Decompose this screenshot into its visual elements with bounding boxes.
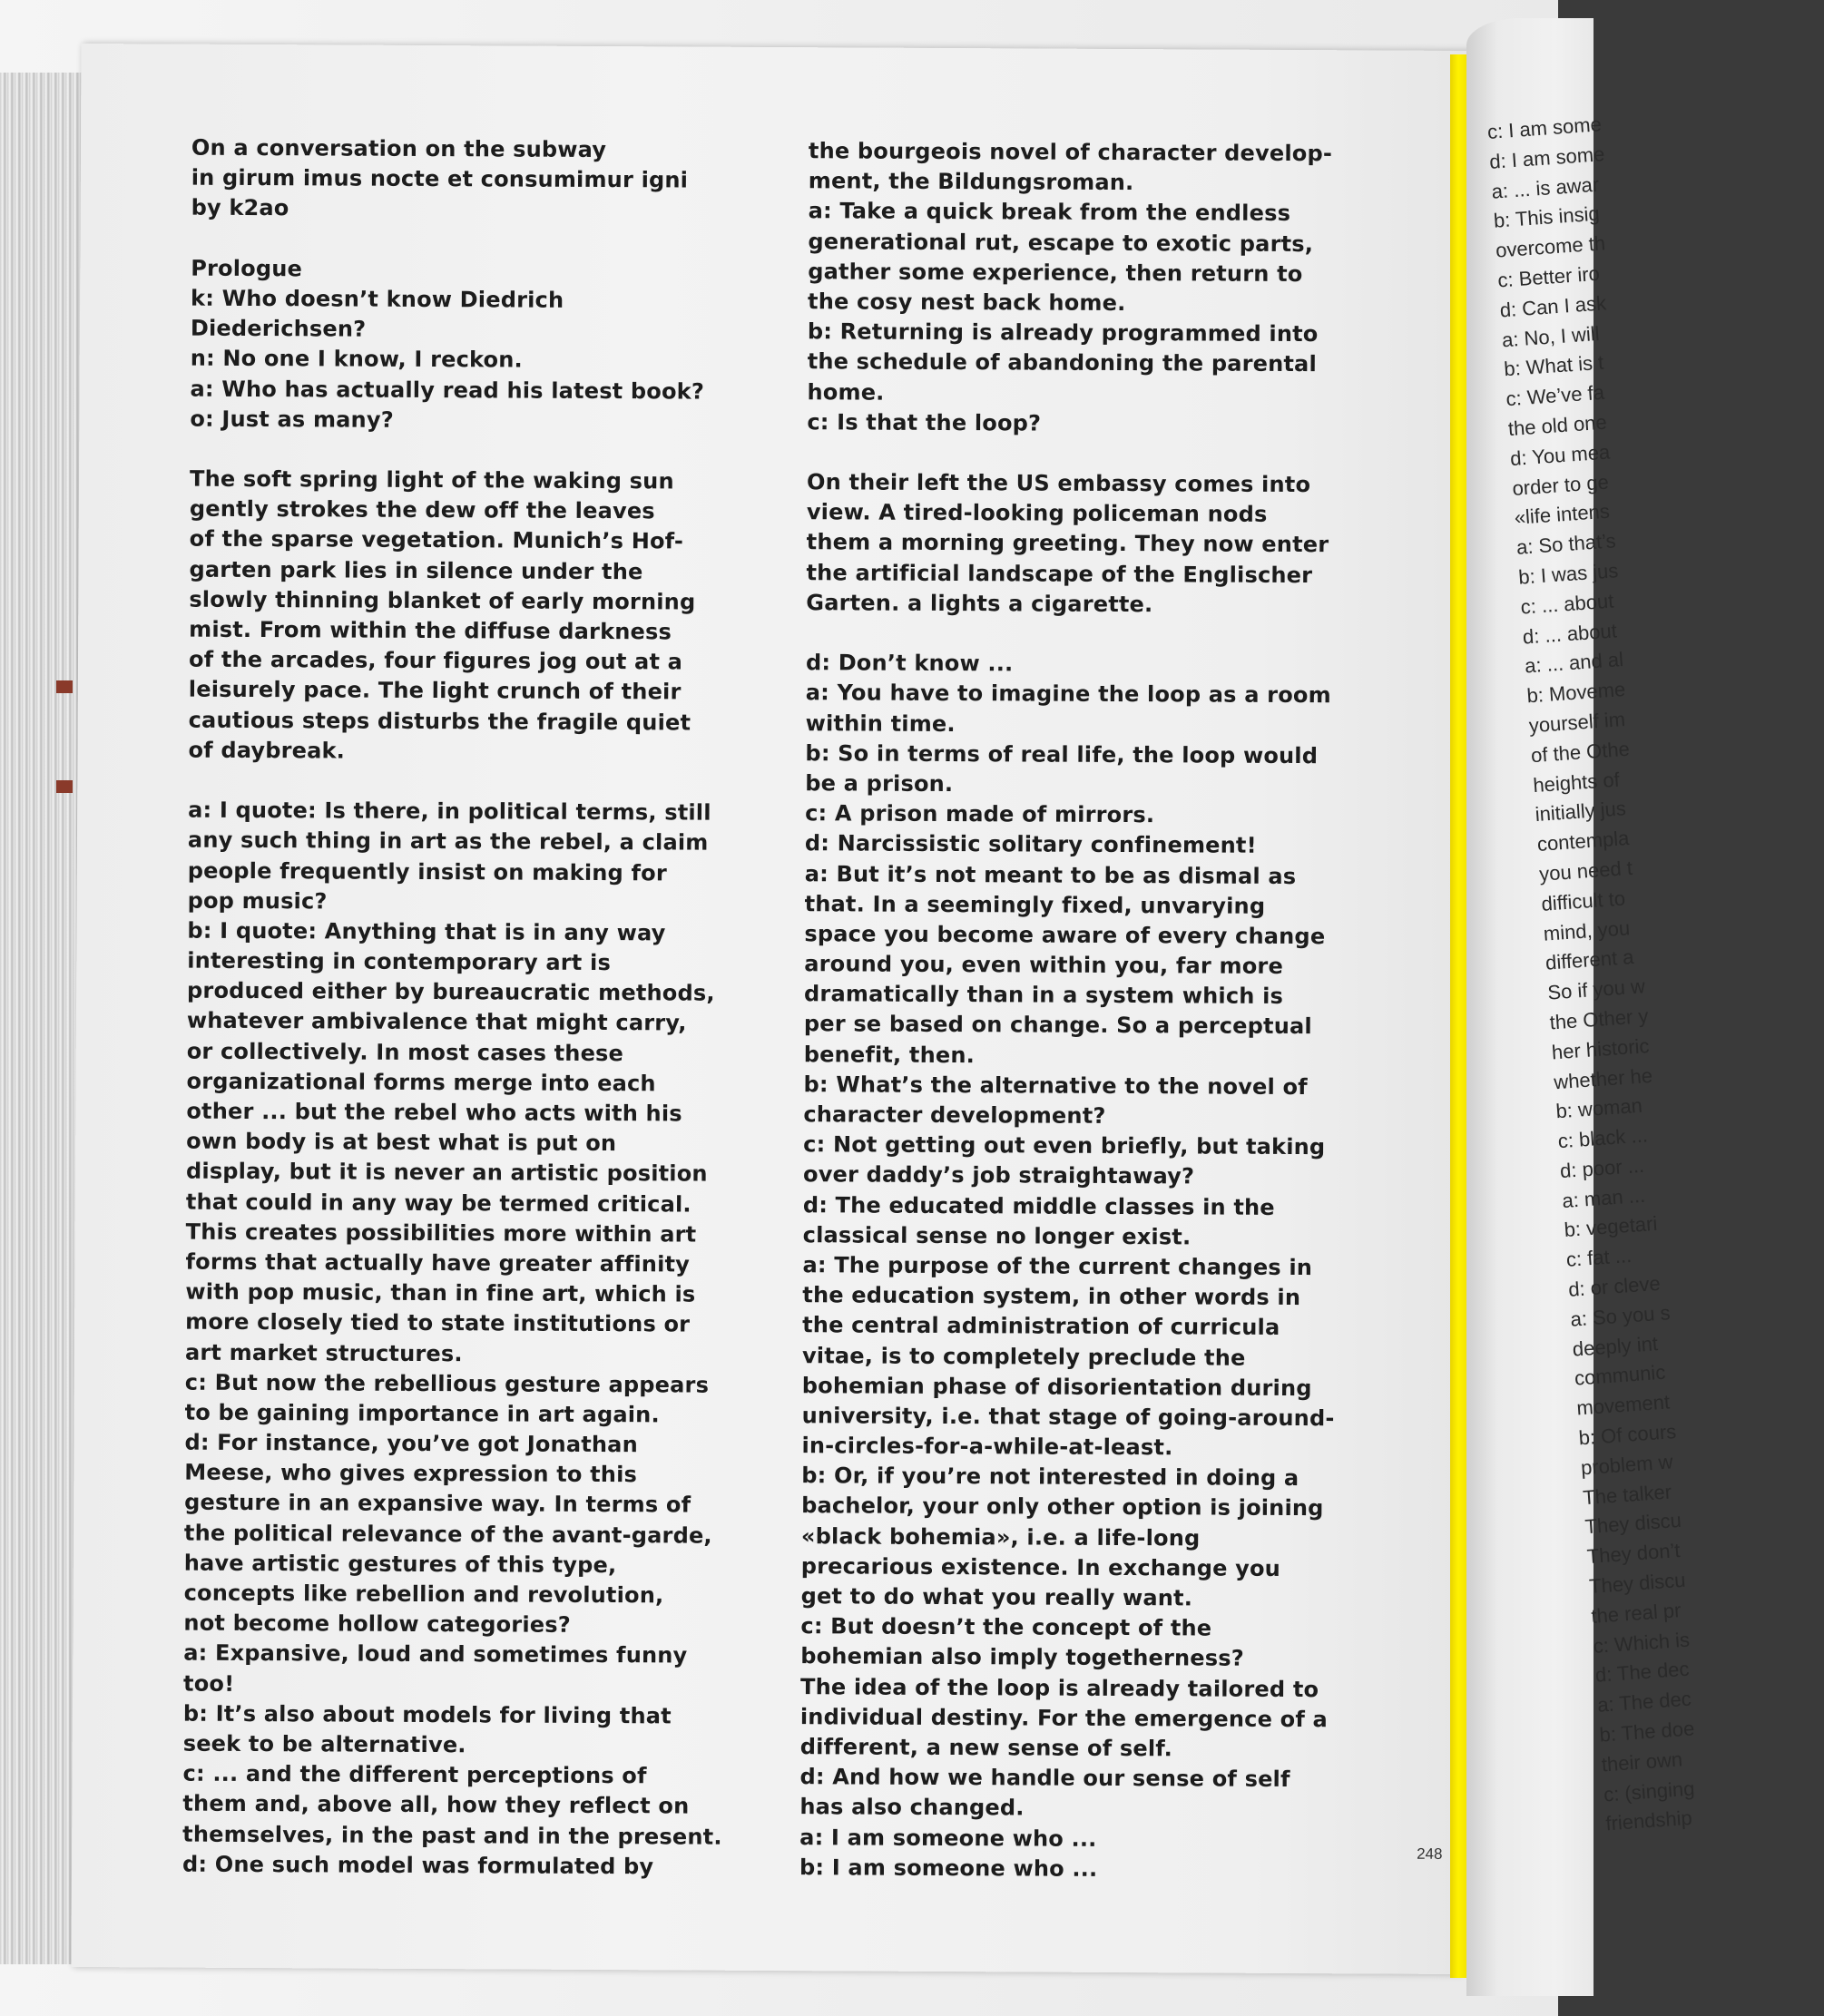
- text-line: mist. From within the diffuse darkness: [189, 616, 672, 645]
- paragraph-gap: [190, 435, 770, 468]
- text-line: per se based on change. So a perceptual: [803, 1011, 1312, 1040]
- text-line: d: And how we handle our sense of self: [799, 1764, 1290, 1793]
- text-line: b: Of cours: [1577, 1420, 1677, 1450]
- text-line: of the Othe: [1530, 737, 1631, 767]
- text-line: b: The doe: [1598, 1717, 1696, 1747]
- text-line: b: I was jus: [1517, 559, 1620, 589]
- text-line: c: Not getting out even briefly, but taking: [803, 1131, 1326, 1160]
- text-line: around you, even within you, far more: [804, 951, 1284, 980]
- text-line: c: Better iro: [1496, 261, 1601, 292]
- text-line: The talker: [1582, 1480, 1672, 1509]
- text-line: a: man ...: [1561, 1183, 1646, 1212]
- text-line: art market structures.: [184, 1339, 463, 1366]
- text-line: their own: [1601, 1747, 1683, 1776]
- text-line: overcome th: [1495, 231, 1606, 262]
- text-line: b: Moveme: [1525, 678, 1626, 708]
- text-line: b: So in terms of real life, the loop would: [805, 739, 1319, 768]
- paragraph-gap: [188, 766, 769, 799]
- text-line: a: I am someone who ...: [799, 1824, 1097, 1852]
- text-line: character development?: [803, 1101, 1106, 1129]
- text-line: c: But doesn’t the concept of the: [800, 1613, 1212, 1641]
- text-line: in-circles-for-a-while-at-least.: [801, 1433, 1173, 1461]
- text-line: So if you w: [1546, 974, 1646, 1004]
- text-line: bachelor, your only other option is joining: [801, 1492, 1324, 1522]
- text-line: On their left the US embassy comes into: [806, 469, 1311, 498]
- text-line: order to ge: [1511, 470, 1610, 500]
- text-line: dramatically than in a system which is: [804, 981, 1284, 1010]
- text-line: Prologue: [191, 255, 303, 282]
- text-line: in girum imus nocte et consumimur igni: [191, 164, 689, 193]
- text-line: the central administration of curricula: [802, 1312, 1280, 1341]
- text-line: slowly thinning blanket of early morning: [189, 586, 696, 615]
- text-line: of the sparse vegetation. Munich’s Hof-: [189, 526, 684, 554]
- text-line: c: A prison made of mirrors.: [805, 800, 1155, 828]
- text-line: c: (singing: [1603, 1776, 1696, 1806]
- spine-accent-mark: [56, 680, 73, 693]
- text-line: get to do what you really want.: [800, 1583, 1193, 1611]
- text-line: d: or cleve: [1567, 1271, 1662, 1301]
- text-line: whether he: [1553, 1063, 1653, 1093]
- text-line: d: One such model was formulated by: [181, 1851, 654, 1880]
- text-line: d: For instance, you’ve got Jonathan: [184, 1429, 638, 1458]
- text-line: the education system, in other words in: [802, 1282, 1301, 1311]
- text-line: over daddy’s job straightaway?: [802, 1161, 1195, 1189]
- text-line: d: Can I ask: [1498, 291, 1607, 322]
- text-line: a: Take a quick break from the endless: [808, 198, 1291, 227]
- text-line: whatever ambivalence that might carry,: [186, 1008, 687, 1036]
- text-line: you need t: [1538, 856, 1633, 886]
- text-line: d: You mea: [1509, 440, 1611, 470]
- text-line: precarious existence. In exchange you: [800, 1552, 1281, 1581]
- text-line: c: fat ...: [1565, 1244, 1633, 1272]
- text-line: o: Just as many?: [190, 406, 394, 433]
- paragraph-gap: [806, 618, 1432, 651]
- text-line: movement: [1575, 1390, 1671, 1420]
- text-line: the bourgeois novel of character develop-: [808, 138, 1333, 167]
- paragraph-gap: [807, 437, 1433, 471]
- text-line: different, a new sense of self.: [799, 1734, 1173, 1762]
- text-line: c: I am some: [1486, 113, 1603, 143]
- text-line: the artificial landscape of the Englischer: [806, 559, 1313, 588]
- text-line: k: Who doesn’t know Diedrich: [191, 285, 564, 313]
- text-line: has also changed.: [799, 1794, 1025, 1821]
- text-line: a: The dec: [1596, 1687, 1692, 1717]
- text-line: On a conversation on the subway: [191, 134, 607, 163]
- text-line: Garten. a lights a cigarette.: [806, 590, 1153, 618]
- paragraph-gap: [191, 223, 771, 257]
- text-line: be a prison.: [805, 770, 954, 797]
- text-column-middle: [799, 136, 1435, 1885]
- text-line: c: black ...: [1556, 1123, 1649, 1153]
- text-line: people frequently insist on making for: [187, 857, 667, 886]
- text-line: This creates possibilities more within art: [185, 1218, 697, 1248]
- text-line: gently strokes the dew off the leaves: [189, 495, 655, 524]
- text-line: d: The dec: [1594, 1658, 1691, 1688]
- text-line: The soft spring light of the waking sun: [189, 465, 674, 494]
- text-line: communic: [1574, 1361, 1667, 1391]
- text-line: d: The educated middle classes in the: [802, 1191, 1275, 1220]
- text-line: cautious steps disturbs the fragile quiet: [188, 707, 691, 736]
- text-line: the schedule of abandoning the parental: [807, 348, 1318, 377]
- text-line: the cosy nest back home.: [808, 289, 1126, 316]
- text-line: the Other y: [1548, 1003, 1650, 1034]
- text-line: a: No, I will: [1501, 321, 1601, 351]
- text-line: benefit, then.: [803, 1041, 976, 1068]
- text-line: initially jus: [1534, 797, 1627, 827]
- text-line: c: ... about: [1519, 589, 1615, 619]
- right-page: [1466, 18, 1696, 1996]
- text-line: to be gaining importance in art again.: [184, 1399, 660, 1428]
- text-line: home.: [807, 378, 885, 406]
- text-line: produced either by bureaucratic methods,: [187, 977, 715, 1006]
- text-line: leisurely pace. The light crunch of their: [188, 677, 682, 705]
- text-line: gesture in an expansive way. In terms of: [184, 1490, 691, 1518]
- text-line: within time.: [805, 710, 956, 737]
- text-line: c: But now the rebellious gesture appears: [184, 1369, 710, 1398]
- text-line: concepts like rebellion and revolution,: [183, 1580, 664, 1609]
- text-line: b: I quote: Anything that is in any way: [187, 917, 666, 946]
- text-line: university, i.e. that stage of going-around-: [801, 1403, 1335, 1432]
- text-line: n: No one I know, I reckon.: [190, 345, 523, 373]
- text-line: own body is at best what is put on: [186, 1128, 617, 1157]
- text-line: space you become aware of every change: [804, 921, 1326, 950]
- text-line: or collectively. In most cases these: [186, 1038, 624, 1066]
- text-line: forms that actually have greater affinity: [185, 1248, 691, 1277]
- spine-accent-mark: [56, 780, 73, 793]
- text-line: too!: [183, 1670, 235, 1697]
- text-line: a: Expansive, loud and sometimes funny: [183, 1639, 688, 1669]
- text-line: b: It’s also about models for living that: [182, 1700, 672, 1729]
- text-line: that. In a seemingly fixed, unvarying: [804, 890, 1266, 919]
- text-line: b: Returning is already programmed into: [807, 318, 1319, 347]
- text-line: They don’t: [1586, 1539, 1682, 1569]
- text-line: garten park lies in silence under the: [189, 556, 643, 584]
- text-line: not become hollow categories?: [183, 1610, 571, 1639]
- text-line: different a: [1545, 945, 1635, 975]
- text-line: b: What’s the alternative to the novel of: [803, 1072, 1308, 1100]
- text-line: «black bohemia», i.e. a life-long: [800, 1522, 1201, 1551]
- text-line: gather some experience, then return to: [808, 258, 1303, 287]
- text-line: difficult to: [1540, 886, 1626, 915]
- text-line: a: So that’s: [1515, 529, 1617, 559]
- text-line: b: I am someone who ...: [799, 1854, 1098, 1882]
- text-line: individual destiny. For the emergence of a: [799, 1703, 1329, 1732]
- text-line: vitae, is to completely preclude the: [801, 1342, 1246, 1371]
- text-line: her historic: [1551, 1033, 1651, 1064]
- text-line: contempla: [1536, 827, 1631, 856]
- text-line: They discu: [1584, 1509, 1682, 1539]
- text-line: with pop music, than in fine art, which is: [185, 1278, 696, 1307]
- yellow-page-edge: [1450, 54, 1466, 1978]
- text-line: view. A tired-looking policeman nods: [806, 499, 1268, 528]
- text-line: d: I am some: [1488, 142, 1606, 173]
- text-line: a: You have to imagine the loop as a room: [805, 680, 1331, 709]
- text-line: ment, the Bildungsroman.: [808, 168, 1134, 196]
- text-line: generational rut, escape to exotic parts,: [808, 228, 1314, 257]
- text-line: problem w: [1580, 1450, 1674, 1480]
- text-line: heights of: [1532, 768, 1621, 797]
- text-line: The idea of the loop is already tailored to: [800, 1673, 1319, 1702]
- text-line: Meese, who gives expression to this: [184, 1459, 638, 1488]
- text-line: c: Is that the loop?: [807, 408, 1042, 436]
- text-line: d: ... about: [1522, 618, 1618, 649]
- text-line: a: But it’s not meant to be as dismal as: [804, 860, 1297, 889]
- text-line: b: This insig: [1493, 201, 1601, 233]
- text-line: They discu: [1588, 1568, 1687, 1599]
- text-line: that could in any way be termed critical.: [185, 1189, 691, 1218]
- text-line: mind, you: [1542, 915, 1631, 945]
- text-line: any such thing in art as the rebel, a claim: [187, 827, 709, 856]
- text-line: c: ... and the different perceptions of: [182, 1760, 647, 1789]
- text-line: bohemian phase of disorientation during: [801, 1372, 1312, 1401]
- text-line: the old one: [1507, 410, 1608, 441]
- text-line: interesting in contemporary art is: [187, 947, 612, 976]
- text-line: other ... but the rebel who acts with his: [186, 1098, 682, 1127]
- left-page: [71, 44, 1469, 1974]
- text-line: a: Who has actually read his latest book?: [190, 376, 705, 405]
- text-line: the real pr: [1590, 1598, 1682, 1628]
- text-line: more closely tied to state institutions or: [185, 1308, 691, 1337]
- text-line: the political relevance of the avant-garde,: [183, 1520, 712, 1549]
- text-line: yourself im: [1527, 707, 1626, 738]
- text-line: deeply int: [1572, 1331, 1659, 1361]
- text-line: of the arcades, four figures jog out at a: [188, 646, 683, 675]
- text-line: a: ... and al: [1524, 648, 1624, 678]
- text-line: a: The purpose of the current changes in: [802, 1252, 1313, 1281]
- text-line: bohemian also imply togetherness?: [800, 1643, 1244, 1672]
- text-line: seek to be alternative.: [182, 1730, 466, 1758]
- text-line: of daybreak.: [188, 737, 346, 764]
- text-line: b: Or, if you’re not interested in doing a: [801, 1463, 1299, 1492]
- text-line: c: Which is: [1592, 1628, 1691, 1658]
- text-column-left: [182, 133, 772, 1883]
- text-line: friendship: [1604, 1806, 1693, 1835]
- text-line: by k2ao: [191, 195, 289, 221]
- text-line: have artistic gestures of this type,: [183, 1550, 617, 1578]
- text-column-right: [1486, 103, 1824, 1839]
- text-line: display, but it is never an artistic position: [185, 1159, 708, 1188]
- page-number: 248: [1417, 1845, 1443, 1863]
- text-line: d: Narcissistic solitary confinement!: [804, 830, 1257, 859]
- text-line: themselves, in the past and in the present.: [182, 1821, 722, 1850]
- text-line: b: woman: [1554, 1093, 1643, 1123]
- text-line: them and, above all, how they reflect on: [182, 1790, 690, 1819]
- text-line: a: So you s: [1569, 1300, 1672, 1331]
- text-line: pop music?: [187, 887, 328, 915]
- text-line: c: We’ve fa: [1505, 380, 1605, 411]
- text-line: organizational forms merge into each: [186, 1068, 656, 1097]
- text-line: b: vegetari: [1563, 1212, 1659, 1242]
- text-line: «life intens: [1513, 499, 1611, 530]
- text-line: them a morning greeting. They now enter: [806, 529, 1329, 558]
- text-line: classical sense no longer exist.: [802, 1221, 1191, 1250]
- text-line: d: Don’t know ...: [805, 650, 1014, 677]
- text-line: d: poor ...: [1559, 1153, 1645, 1183]
- text-line: a: ... is awar: [1490, 172, 1600, 203]
- text-line: Diederichsen?: [190, 315, 367, 342]
- text-line: b: What is t: [1503, 351, 1605, 381]
- text-line: a: I quote: Is there, in political terms, still: [188, 797, 711, 826]
